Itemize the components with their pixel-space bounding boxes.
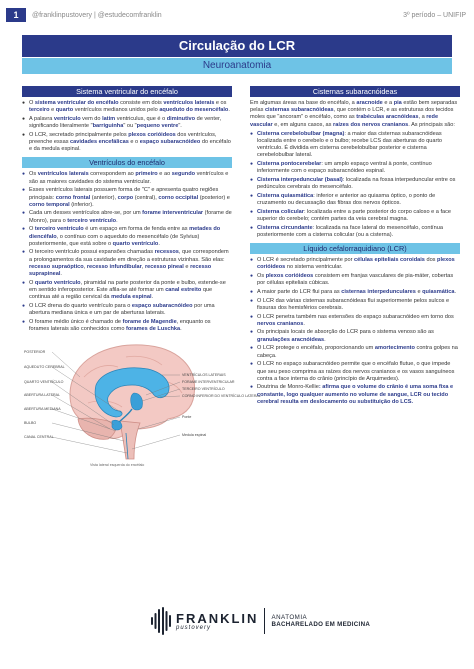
text-run: é um espaço em forma de fenda entre as: [83, 226, 190, 233]
highlight-term: Cisterna cerebelobulbar (magna): [257, 130, 345, 137]
text-run: (central),: [133, 194, 159, 201]
brainstem: [120, 421, 140, 459]
text-run: consistem em franjas vasculares de pia-máter, cobertas por células epiteliais cúbicas.: [257, 273, 454, 287]
figure-caption: Vista lateral esquerda do encéfalo: [90, 463, 145, 468]
page-title: Circulação do LCR: [22, 35, 452, 57]
text-run: vem do: [80, 115, 103, 122]
highlight-term: cisternas interpedunculares: [341, 288, 416, 295]
cisterns-list: [250, 131, 460, 239]
text-run: (forame de Monro), para o: [29, 210, 232, 224]
text-run: contra golpes na cabeça.: [257, 345, 458, 359]
text-run: O LCR é secretado principalmente por: [257, 257, 355, 264]
figure-label: TERCEIRO VENTRÍCULO: [182, 387, 225, 392]
text-run: e: [183, 263, 191, 270]
figure-label: Ponte: [182, 415, 192, 420]
list-item: [22, 116, 232, 130]
highlight-term: recesso infundibular: [86, 263, 142, 270]
list-item: [22, 100, 232, 114]
right-column: [250, 86, 460, 408]
list-item: [250, 361, 460, 383]
figure-label: Medula espinal: [182, 433, 207, 438]
brain-logo-icon: [150, 605, 172, 637]
footer-course: BACHARELADO EM MEDICINA: [271, 621, 371, 628]
text-run: e a: [382, 100, 394, 106]
highlight-term: aqueduto do mesencéfalo: [159, 107, 229, 114]
list-item: [250, 384, 460, 406]
text-run: (anterior),: [90, 194, 118, 201]
text-run: consiste em dois: [118, 100, 164, 106]
figure-label: AQUEDUTO CEREBRAL: [24, 365, 65, 370]
text-run: ,: [83, 263, 87, 270]
text-run: .: [180, 325, 182, 332]
text-run: Cada um desses ventrículos abre-se, por um: [29, 210, 143, 217]
text-run: .: [324, 336, 326, 343]
text-run: O LCR no espaço subaracnóideo permite que o encéfalo flutue, o que impede que seu peso comprima as raízes dos nervos cranianos e os vasos sanguíneos contra a face interna do crânio (princípio de Arquimedes).: [257, 361, 455, 382]
list-item: [250, 345, 460, 359]
list-item: [250, 225, 460, 239]
text-run: , o contínuo com o aqueduto do mesencéfalo (de Sylvius) posteriormente, que está sobre o: [29, 233, 200, 247]
text-run: ventrículos e são as maiores cavidades do sistema ventricular.: [29, 171, 229, 185]
highlight-term: segundo: [171, 171, 196, 178]
section-heading-ventricular: Sistema ventricular do encéfalo: [22, 86, 232, 97]
text-run: : localizada na fossa interpeduncular entre os pedúnculos cerebrais do mesencéfalo.: [257, 177, 456, 191]
text-run: : um amplo espaço ventral à ponte, contínuo inferiormente com o espaço subaracnóideo espinal.: [257, 161, 432, 175]
highlight-term: medula espinal: [111, 294, 152, 301]
ventricles-figure: [22, 337, 261, 477]
list-item: [22, 249, 232, 278]
highlight-term: espaço subaracnóideo: [131, 302, 193, 309]
highlight-term: amortecimento: [374, 345, 415, 352]
highlight-term: forame interventricular: [142, 210, 204, 217]
list-item: [250, 273, 460, 287]
figure-label: POSTERIOR: [24, 350, 46, 355]
list-item: [22, 280, 232, 302]
list-item: [250, 131, 460, 160]
cisterns-intro: [250, 100, 460, 129]
text-run: do encéfalo e da medula espinal.: [29, 139, 231, 153]
highlight-term: barriguinha: [92, 123, 124, 130]
highlight-term: recesso pineal: [144, 263, 184, 270]
list-item: [250, 177, 460, 191]
figure-label: CORNO INFERIOR DO VENTRÍCULO LATERAL: [182, 394, 261, 399]
highlight-term: cisternas subaracnóideas: [264, 107, 334, 114]
period-label: 3º período – UNIFIP: [403, 11, 466, 19]
highlight-term: recesso supraóptico: [29, 263, 84, 270]
list-item: [22, 187, 232, 209]
text-run: Os: [29, 171, 38, 178]
subsection-heading-lcr: Líquido cefalorraquidiano (LCR): [250, 243, 460, 254]
text-run: .: [454, 288, 457, 295]
highlight-term: corno temporal: [29, 201, 70, 208]
text-run: (posterior) e: [198, 194, 230, 201]
page-subtitle: Neuroanatomia: [22, 58, 452, 74]
text-run: dos ventrículos, preenche essas: [29, 131, 217, 146]
text-run: ventriculus, que é o: [115, 115, 167, 122]
text-run: , que contém o LCR, e as estruturas dos tecidos moles que "ancoram" o encéfalo, como as: [250, 107, 454, 121]
section-heading-cisterns: Cisternas subaracnóideas: [250, 86, 460, 97]
text-run: que continua até a região cervical da: [29, 286, 213, 301]
highlight-term: ventrículos laterais: [163, 100, 215, 106]
footer-category: ANATOMIA: [271, 614, 308, 621]
text-run: A maior parte do LCR flui para as: [257, 288, 342, 295]
footer-brand: [150, 603, 370, 639]
figure-label: FORAME INTERVENTRICULAR: [182, 380, 235, 385]
figure-label: BULBO: [24, 421, 37, 426]
highlight-term: diminutivo: [166, 115, 196, 122]
highlight-term: corno occipital: [158, 194, 199, 201]
top-bar: [6, 8, 466, 22]
brand-name: FRANKLIN: [176, 611, 259, 626]
footer-divider: [264, 608, 265, 634]
brand-signature: pustovery: [176, 625, 212, 631]
lcr-list: [250, 257, 460, 406]
text-run: Os principais locais de absorção do LCR para o sistema venoso são as: [257, 329, 434, 336]
text-run: O: [29, 100, 35, 106]
brain-ventricles-illustration: [22, 337, 235, 463]
text-run: correspondem ao: [88, 171, 136, 178]
text-run: , que correspondem a prolongamentos da sua cavidade em direção a estruturas vizinhas. São elas:: [29, 249, 229, 263]
list-item: [22, 319, 232, 333]
title-box: [22, 35, 452, 75]
page-number: 1: [6, 8, 26, 22]
text-run: no sistema ventricular.: [285, 264, 343, 271]
highlight-term: quarto: [55, 107, 74, 114]
text-run: e ao: [157, 171, 172, 178]
list-item: [250, 193, 460, 207]
highlight-term: ventrículos laterais: [37, 171, 89, 178]
highlight-term: sistema ventricular do encéfalo: [34, 100, 119, 106]
text-run: O: [29, 279, 35, 286]
highlight-term: corno frontal: [55, 194, 91, 201]
ventricles-list: [22, 171, 232, 333]
text-run: e o: [128, 139, 140, 146]
highlight-term: recesso suprapineal: [29, 263, 212, 278]
highlight-term: células epiteliais coroidais: [354, 257, 425, 264]
text-run: e: [415, 288, 423, 295]
text-run: dos: [424, 257, 438, 264]
highlight-term: forames de Luschka: [126, 325, 181, 332]
highlight-term: recessos: [154, 249, 179, 256]
highlight-term: latim: [102, 115, 116, 122]
text-run: O LCR protege o encéfalo, proporcionando um: [257, 345, 375, 352]
ventricular-intro-list: [22, 100, 232, 153]
text-run: : localizada na face lateral do mesencéfalo, contínua posteriormente com a cisterna colicular (ou a cisterna).: [257, 224, 443, 238]
list-item: [250, 298, 460, 312]
text-run: Os: [257, 273, 266, 280]
list-item: [250, 209, 460, 223]
highlight-term: Cisterna interpeduncular (basal): [257, 177, 343, 184]
highlight-term: trabéculas aracnóideas: [356, 114, 419, 121]
highlight-term: Cisterna colicular: [257, 208, 304, 215]
highlight-term: plexos corióideos: [265, 273, 314, 280]
text-run: : a maior das cisternas subaracnóideas localizada entre o cerebelo e o bulbo; recebe LCS das aberturas do quarto ventrículo. É dividida em cisterna cerebelobulbar posterior e cisterna cerebelobulbar lateral.: [257, 130, 443, 159]
footer-course-block: [271, 614, 370, 628]
figure-label: VENTRÍCULOS LATERAIS: [182, 373, 226, 378]
highlight-term: terceiro: [29, 107, 50, 114]
highlight-term: : afirma que o volume do crânio é uma soma fixa e constante, logo qualquer aumento no volume de sangue, LCR ou tecido cerebral resulta em deslocamento ou substituição do LCS.: [257, 384, 454, 405]
text-run: ".: [178, 123, 182, 130]
figure-label: QUARTO VENTRÍCULO: [24, 380, 64, 385]
highlight-term: aracnoide: [356, 100, 383, 106]
highlight-term: terceiro ventrículo: [34, 226, 84, 233]
text-run: .: [228, 107, 230, 114]
highlight-term: nervos cranianos: [257, 320, 304, 327]
highlight-term: metades do diencéfalo: [29, 226, 221, 240]
highlight-term: Cisterna quiasmática: [257, 192, 314, 199]
text-run: Esses ventrículos laterais possuem forma de "C" e apresenta quatro regiões principais:: [29, 187, 219, 201]
text-run: de venter, significando literalmente ": [29, 115, 222, 130]
text-run: ,: [141, 263, 145, 270]
highlight-term: forame de Magendie: [122, 318, 177, 325]
figure-label: ABERTURA MEDIANA: [24, 407, 61, 412]
subsection-heading-ventricles: Ventrículos do encéfalo: [22, 157, 232, 168]
highlight-term: raízes dos nervos cranianos: [333, 121, 409, 128]
left-column: [22, 86, 261, 477]
text-run: , enquanto os forames laterais são conhecidos como: [29, 318, 211, 332]
highlight-term: primeiro: [135, 171, 158, 178]
text-run: , a: [418, 114, 427, 121]
highlight-term: quarto ventrículo: [34, 279, 81, 286]
highlight-term: corpo: [117, 194, 134, 201]
figure-label: CANAL CENTRAL: [24, 435, 54, 440]
text-run: e os: [214, 100, 227, 106]
list-item: [22, 303, 232, 317]
list-item: [250, 161, 460, 175]
text-run: O LCR das várias cisternas subaracnóideas flui superiormente pelos sulcos e fissuras dos hemisférios cerebrais.: [257, 297, 450, 311]
text-run: por uma abertura mediana única e um par de aberturas laterais.: [29, 302, 215, 317]
highlight-term: Cisterna circundante: [257, 224, 313, 231]
highlight-term: terceiro ventrículo: [67, 217, 117, 224]
highlight-term: pequeno ventre: [136, 123, 179, 130]
text-run: O LCR, secretado principalmente pelos: [29, 131, 129, 138]
highlight-term: quiasmática: [422, 288, 455, 295]
text-run: .: [151, 294, 154, 301]
social-handles: @franklinpustovery | @estudecomfranklin: [32, 11, 162, 19]
highlight-term: plexos corióideos: [128, 131, 176, 138]
text-run: , piramidal na parte posterior da ponte e bulbo, estende-se em sentido inferoposterior. Este afila-se até formar um: [29, 279, 226, 293]
figure-label: ABERTURA LATERAL: [24, 393, 61, 398]
list-item: [22, 132, 232, 154]
text-run: " ou ": [123, 123, 137, 130]
highlight-term: canal estreito: [165, 286, 202, 293]
text-run: .: [116, 217, 118, 224]
text-run: .: [303, 320, 305, 327]
list-item: [250, 314, 460, 328]
highlight-term: Cisterna pontocerebelar: [257, 161, 322, 168]
highlight-term: granulações aracnóideas: [257, 336, 325, 343]
highlight-term: rede vascular: [250, 114, 439, 128]
text-run: estão bem separadas pelas: [250, 100, 458, 114]
text-run: O LCR penetra também nas extensões do espaço subaracnóideo em torno dos: [257, 313, 454, 320]
list-item: [22, 226, 232, 248]
text-run: Em algumas áreas na base do encéfalo, a: [250, 100, 357, 106]
highlight-term: pia: [393, 100, 402, 106]
highlight-term: plexos corióideos: [257, 257, 455, 271]
highlight-term: cavidades encefálicas: [70, 139, 129, 146]
text-run: O forame médio único é chamado de: [29, 318, 123, 325]
text-run: (inferior).: [69, 201, 94, 208]
text-run: O LCR drena do quarto ventrículo para o: [29, 302, 132, 309]
text-run: : inferior e anterior ao quiasma óptico, o ponto de cruzamento ou decussação das fibras dos nervos ópticos.: [257, 192, 436, 207]
text-run: A palavra: [29, 115, 54, 122]
list-item: [22, 171, 232, 185]
highlight-term: ventrículo: [53, 115, 81, 122]
text-run: e, em alguns casos, as: [272, 121, 334, 128]
list-item: [250, 257, 460, 271]
text-run: O: [29, 226, 35, 233]
text-run: : localizada entre a parte posterior do corpo caloso e a face superior do cerebelo; contém partes da veia cerebral magna.: [257, 208, 452, 223]
text-run: e: [49, 107, 56, 114]
list-item: [22, 210, 232, 224]
list-item: [250, 329, 460, 343]
list-item: [250, 289, 460, 296]
text-run: . As principais são:: [408, 121, 455, 128]
text-run: .: [158, 240, 160, 247]
text-run: .: [60, 271, 62, 278]
text-run: Doutrina de Monro-Kellie: [257, 384, 319, 391]
highlight-term: quarto ventrículo: [112, 240, 159, 247]
text-run: ventrículos medianos unidos pelo: [73, 107, 160, 114]
text-run: O terceiro ventrículo possui expansões chamadas: [29, 249, 155, 256]
brand-block: [176, 611, 258, 631]
highlight-term: espaço subaracnóideo: [139, 139, 201, 146]
